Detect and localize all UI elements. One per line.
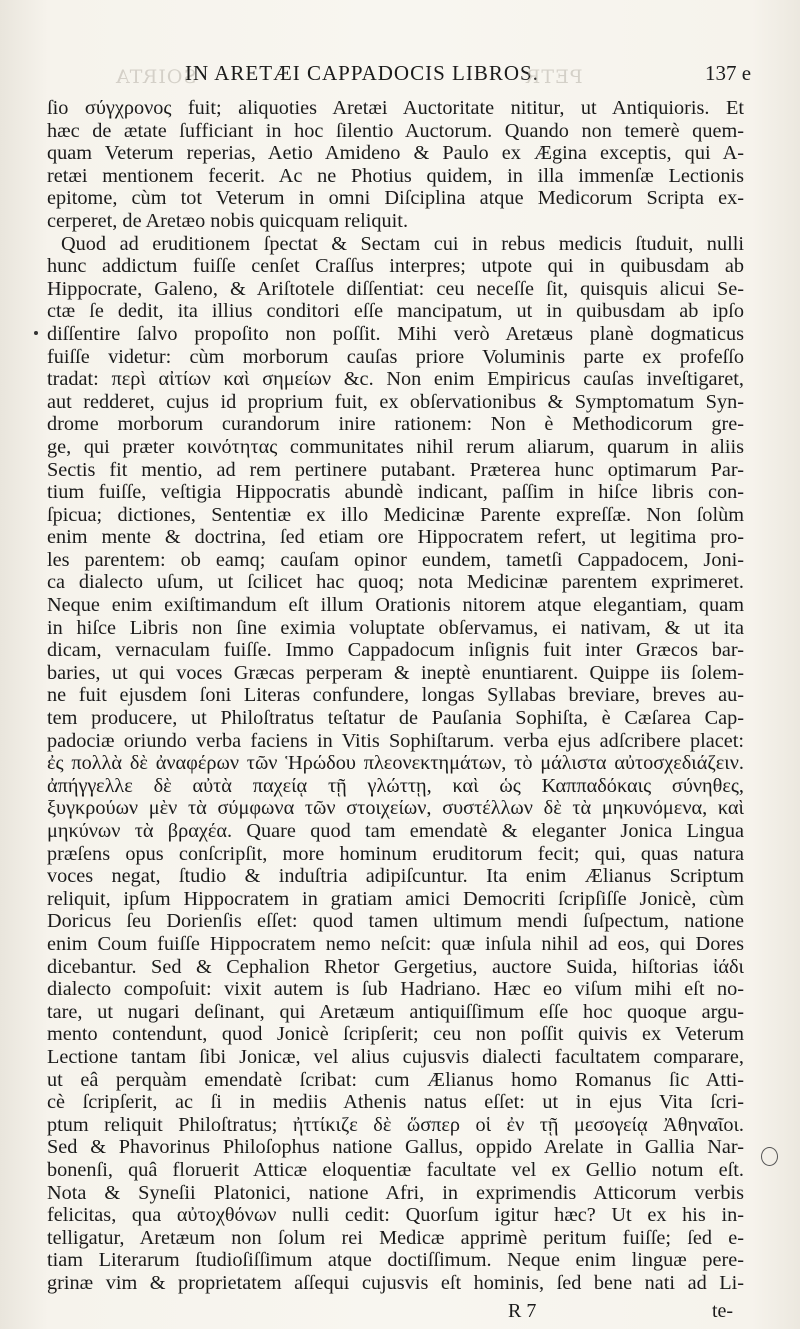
- text-line: Quod ad eruditionem ſpectat & Sectam cui in rebus medicis ſtuduit, nulli: [61, 232, 744, 255]
- text-line: Lectione tantam ſibi Jonicæ, vel alius cujusvis dialecti facultatem comparare,: [47, 1045, 744, 1068]
- text-line: Sectis fit mentio, ad rem pertinere putabant. Præterea hunc optimarum Par-: [47, 458, 744, 481]
- text-line: Doricus ſeu Dorienſis eſſet: quod tamen ultimum mendi ſuſpectum, natione: [47, 910, 744, 933]
- text-line: cè ſcripſerit, ac ſi in mediis Athenis natus eſſet: ut in ejus Vita ſcri-: [47, 1091, 744, 1114]
- text-line: baries, ut qui voces Græcas perperam & ineptè enuntiarent. Quippe iis ſolem-: [47, 661, 744, 684]
- text-line: enim Coum fuiſſe Hippocratem nemo neſcit: quæ inſula nihil ad eos, qui Dores: [47, 932, 744, 955]
- text-line: felicitas, qua αὐτοχθόνων nulli cedit: Quorſum igitur hæc? Ut ex his in-: [47, 1204, 744, 1227]
- text-line: aut redderet, cujus id proprium fuit, ex obſervationibus & Symptomatum Syn-: [47, 390, 744, 413]
- page-footer: [0, 1300, 800, 1326]
- text-line: ſpicua; dictiones, Sententiæ ex illo Medicinæ Parente expreſſæ. Non ſolùm: [47, 503, 744, 526]
- text-line: tem producere, ut Philoſtratus teſtatur de Pauſania Sophiſta, è Cæſarea Cap-: [47, 707, 744, 730]
- catchword: te-: [712, 1300, 734, 1322]
- text-line: quam Veterum reperias, Aetio Amideno & Paulo ex Ægina exceptis, qui A-: [47, 142, 744, 165]
- text-line: Nota & Syneſii Platonici, natione Afri, in exprimendis Atticorum verbis: [47, 1181, 744, 1204]
- text-line: Neque enim exiſtimandum eſt illum Orationis nitorem atque elegantiam, quam: [47, 594, 744, 617]
- text-line: tiam Literarum ſtudioſiſſimum atque doctiſſimum. Neque enim linguæ pere-: [47, 1249, 744, 1272]
- text-line: tradat: περὶ αἰτίων καὶ σημείων &c. Non enim Empiricus cauſas inveſtigaret,: [47, 368, 744, 391]
- text-line: μηκύνων τὰ βραχέα. Quare quod tam emendatè & eleganter Jonica Lingua: [47, 820, 744, 842]
- text-line: in hiſce Libris non ſine eximia voluptate obſervamus, ei nativam, & ut ita: [47, 616, 744, 639]
- running-head: [0, 58, 800, 98]
- signature-mark: R 7: [508, 1300, 537, 1322]
- text-line: enim mente & doctrina, ſed etiam ore Hippocratem refert, ut legitima pro-: [47, 526, 744, 549]
- text-line: ſio σύγχρονος fuit; aliquoties Aretæi Auctoritate nititur, ut Antiquioris. Et: [47, 97, 744, 119]
- margin-circle-mark: [761, 1147, 778, 1166]
- text-line: tium fuiſſe, veſtigia Hippocratis abundè indicant, paſſim in hiſce libris con-: [47, 481, 744, 504]
- running-head-title: IN ARETÆI CAPPADOCIS LIBROS.: [185, 61, 539, 85]
- greek-quotation-line: ἐς πολλὰ δὲ ἀναφέρων τῶν Ἡρώδου πλεονεκτημάτων, τὸ μάλιστα αὐτοσχεδιάζειν.: [47, 752, 744, 775]
- text-line: ptum reliquit Philoſtratus; ἠττίκιζε δὲ ὥσπερ οἱ ἐν τῇ μεσογείᾳ Ἀθηναῖοι.: [47, 1113, 744, 1136]
- text-line: ctæ ſe dedit, ita illius conditori eſſe mancipatum, ut in quibusdam ab ipſo: [47, 300, 744, 323]
- greek-quotation-line: ξυγκρούων μὲν τὰ σύμφωνα τῶν στοιχείων, συστέλλων δὲ τὰ μηκυνόμενα, καὶ: [47, 797, 744, 820]
- text-line: drome morborum curandorum inire rationem: Non è Methodicorum gre-: [47, 413, 744, 436]
- text-line: bonenſi, quâ floruerit Atticæ eloquentiæ facultate vel ex Gellio notum eſt.: [47, 1158, 744, 1181]
- text-line: mento contendunt, quod Jonicè ſcripſerit; ceu non poſſit quivis ex Veterum: [47, 1023, 744, 1046]
- margin-dot-mark: [34, 331, 38, 335]
- text-line: hunc addictum fuiſſe cenſet Craſſus interpres; utpote qui in quibusdam ab: [47, 255, 744, 278]
- text-line: ca dialecto uſum, ut ſcilicet hac quoq; nota Medicinæ parentem exprimeret.: [47, 571, 744, 594]
- text-line: grinæ vim & proprietatem aſſequi cujusvis eſt hominis, ſed bene nati ad Li-: [47, 1271, 744, 1294]
- text-line: reliquit, ipſum Hippocratem in gratiam amici Democriti ſcripſiſſe Jonicè, cùm: [47, 887, 744, 910]
- text-line: diſſentire ſalvo propoſito non poſſit. Mihi verò Aretæus planè dogmaticus: [47, 322, 744, 345]
- text-line: ne fuit ejusdem ſoni Literas confundere, longas Syllabas breviare, breves au-: [47, 684, 744, 707]
- text-line: dialecto compoſuit: vixit autem is ſub Hadriano. Hæc eo viſum mihi eſt no-: [47, 978, 744, 1001]
- greek-quotation-line: ἀπήγγελλε δὲ αὐτὰ παχείᾳ τῇ γλώττῃ, καὶ ὡς Καππαδόκαις σύνηθες,: [47, 774, 744, 797]
- text-line: voces negat, ſtudio & induſtria adipiſcuntur. Ita enim Ælianus Scriptum: [47, 865, 744, 888]
- show-through-text-right: PETR: [525, 66, 583, 88]
- body-text: [47, 97, 744, 1294]
- text-line: epitome, cùm tot Veterum in omni Diſciplina atque Medicorum Scripta ex-: [47, 187, 744, 210]
- page-number: 137 e: [705, 61, 752, 85]
- show-through-text-left: SOIRTA: [115, 66, 197, 88]
- text-line: præſens opus conſcripſit, more hominum eruditorum fecit; qui, quas natura: [47, 842, 744, 865]
- text-line: telligatur, Aretæum non ſolum rei Medicæ apprimè peritum fuiſſe; ſed e-: [47, 1226, 744, 1249]
- text-line: tare, ut nugari deſinant, qui Aretæum antiquiſſimum eſſe hoc quoque argu-: [47, 1000, 744, 1023]
- text-line: dicebantur. Sed & Cephalion Rhetor Gergetius, auctore Suida, hiſtorias ἰάδι: [47, 955, 744, 978]
- text-line: retæi mentionem fecerit. Ac ne Photius quidem, in illa immenſæ Lectionis: [47, 164, 744, 187]
- text-line: padociæ oriundo verba faciens in Vitis Sophiſtarum. verba ejus adſcribere placet:: [47, 729, 744, 752]
- text-line: cerperet, de Aretæo nobis quicquam reliquit.: [47, 209, 409, 232]
- text-line: ge, qui præter κοινότητας communitates nihil rerum aliarum, quarum in aliis: [47, 435, 744, 458]
- text-line: Sed & Phavorinus Philoſophus natione Gallus, oppido Arelate in Gallia Nar-: [47, 1136, 744, 1159]
- text-line: Hippocrate, Galeno, & Ariſtotele diſſentiat: ceu neceſſe ſit, quisquis alicui Se-: [47, 277, 744, 300]
- text-line: dicam, vernaculam fuiſſe. Immo Cappadocum inſignis fuit inter Græcos bar-: [47, 639, 744, 662]
- text-line: ut eâ perquàm emendatè ſcribat: cum Ælianus homo Romanus ſic Atti-: [47, 1068, 744, 1091]
- text-line: fuiſſe videtur: cùm morborum cauſas priore Voluminis parte ex profeſſo: [47, 345, 744, 368]
- text-line: les parentem: ob eamq; cauſam opinor eundem, tametſi Cappadocem, Joni-: [47, 548, 744, 571]
- text-line: hæc de ætate ſufficiant in hoc ſilentio Auctorum. Quando non temerè quem-: [47, 119, 744, 142]
